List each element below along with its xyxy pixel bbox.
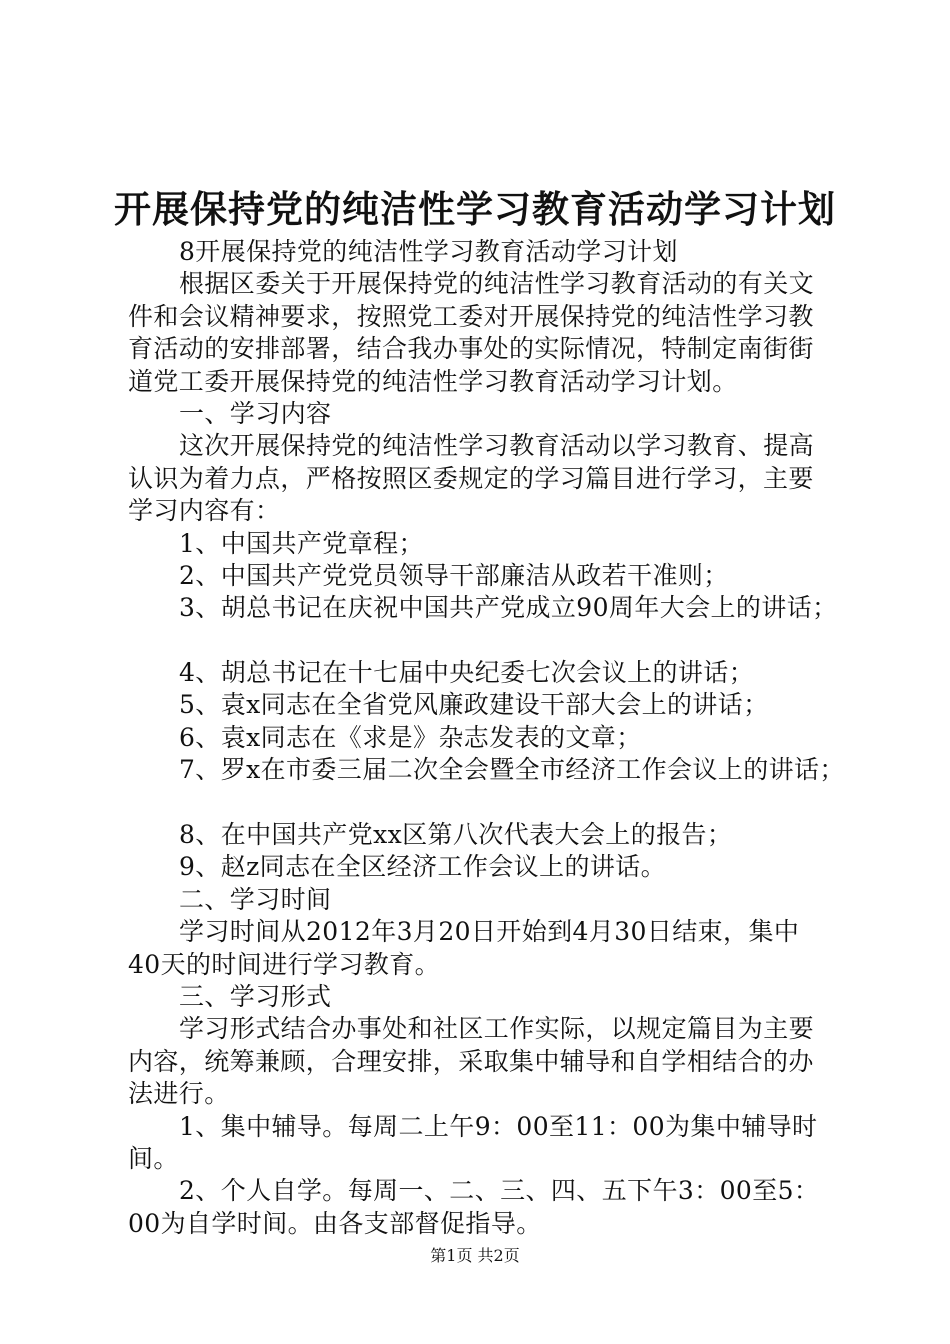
paragraph-line: 根据区委关于开展保持党的纯洁性学习教育活动的有关文 bbox=[179, 269, 815, 299]
paragraph-line: 这次开展保持党的纯洁性学习教育活动以学习教育、提高 bbox=[179, 431, 815, 461]
list-item: 1、集中辅导。每周二上午9：00至11：00为集中辅导时 bbox=[179, 1111, 818, 1141]
list-item: 9、赵z同志在全区经济工作会议上的讲话。 bbox=[179, 852, 667, 882]
blank-line bbox=[128, 787, 840, 819]
document-title: 开展保持党的纯洁性学习教育活动学习计划 bbox=[114, 187, 836, 231]
paragraph-line: 法进行。 bbox=[128, 1079, 230, 1109]
blank-line bbox=[128, 625, 840, 657]
paragraph-line: 件和会议精神要求，按照党工委对开展保持党的纯洁性学习教 bbox=[128, 301, 814, 331]
list-item: 7、罗x在市委三届二次全会暨全市经济工作会议上的讲话； bbox=[179, 755, 845, 785]
paragraph-line: 认识为着力点，严格按照区委规定的学习篇目进行学习，主要 bbox=[128, 463, 814, 493]
list-item: 2、个人自学。每周一、二、三、四、五下午3：00至5： bbox=[179, 1176, 820, 1206]
list-item: 4、胡总书记在十七届中央纪委七次会议上的讲话； bbox=[179, 658, 755, 688]
section-heading: 二、学习时间 bbox=[179, 884, 332, 914]
section-heading: 三、学习形式 bbox=[179, 981, 332, 1011]
document-body bbox=[128, 236, 845, 1240]
paragraph-line: 学习时间从2012年3月20日开始到4月30日结束，集中 bbox=[179, 917, 800, 947]
paragraph-line: 学习内容有： bbox=[128, 496, 281, 526]
paragraph-line: 学习形式结合办事处和社区工作实际，以规定篇目为主要 bbox=[179, 1014, 815, 1044]
list-item: 5、袁x同志在全省党风廉政建设干部大会上的讲话； bbox=[179, 690, 769, 720]
paragraph-line: 道党工委开展保持党的纯洁性学习教育活动学习计划。 bbox=[128, 366, 738, 396]
subtitle-line: 8开展保持党的纯洁性学习教育活动学习计划 bbox=[179, 237, 678, 266]
paragraph-line: 育活动的安排部署，结合我办事处的实际情况，特制定南街街 bbox=[128, 334, 814, 364]
paragraph-line: 40天的时间进行学习教育。 bbox=[128, 949, 441, 979]
paragraph-line: 内容，统筹兼顾，合理安排，采取集中辅导和自学相结合的办 bbox=[128, 1046, 814, 1076]
list-item: 8、在中国共产党xx区第八次代表大会上的报告； bbox=[179, 820, 733, 850]
list-item: 1、中国共产党章程； bbox=[179, 528, 424, 558]
section-heading: 一、学习内容 bbox=[179, 398, 332, 428]
list-item: 2、中国共产党党员领导干部廉洁从政若干准则； bbox=[179, 560, 729, 590]
paragraph-line: 00为自学时间。由各支部督促指导。 bbox=[128, 1208, 542, 1238]
list-item: 3、胡总书记在庆祝中国共产党成立90周年大会上的讲话； bbox=[179, 593, 838, 623]
list-item: 6、袁x同志在《求是》杂志发表的文章； bbox=[179, 722, 642, 752]
page-footer: 第1页 共2页 bbox=[430, 1246, 520, 1265]
paragraph-line: 间。 bbox=[128, 1143, 179, 1173]
